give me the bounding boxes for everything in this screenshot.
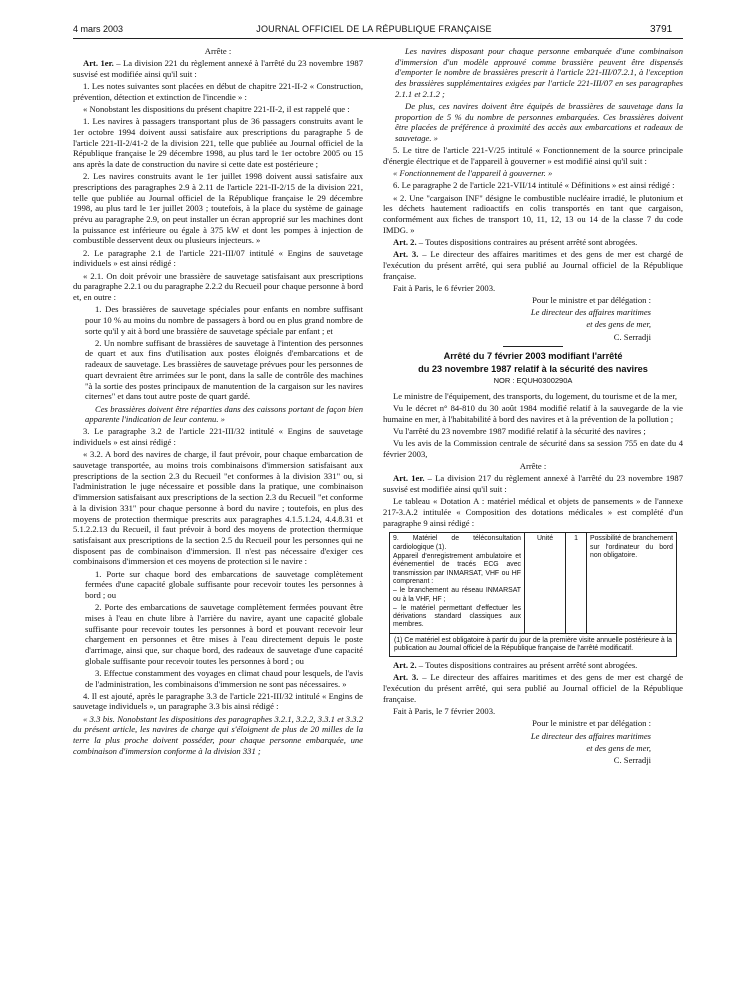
paragraph: 2. Un nombre suffisant de brassières de sauvetage à l'intention des personnes de quart et aux fins d'utilisation aux postes éloignés d'embarcations et de radeaux de sauvetage. Les brassières de sauvetage prévues pour les personnes de quart devraient être arrimées sur le pont, dans la salle de contrôle des machines "à la sortie des postes principaux de manutention de la cargaison sur les navires citernes" et dans tout autre poste de quart gardé. xyxy=(85,337,363,402)
paragraph: Le tableau « Dotation A : matériel médical et objets de pansements » de l'annexe 217-3.A.2 intitulée « Composition des dotations médicales » est complété d'un paragraphe 9 ainsi rédigé : xyxy=(383,496,683,528)
article-1 xyxy=(73,58,363,79)
signature-line: Le directeur des affaires maritimes xyxy=(530,307,651,318)
paragraph: Le ministre de l'équipement, des transports, du logement, du tourisme et de la mer, xyxy=(393,390,678,401)
arrete-heading: Arrête : xyxy=(519,461,547,472)
signature-line: et des gens de mer, xyxy=(586,742,651,753)
signature-line: Pour le ministre et par délégation : xyxy=(532,294,651,305)
item-title: 9. Matériel de téléconsultation cardiologique (1). xyxy=(393,535,521,551)
paragraph: 1. Porte sur chaque bord des embarcations de sauvetage complètement fermées d'une capacité globale suffisante pour recevoir toutes les personnes à bord ; ou xyxy=(85,568,363,600)
article-text: – La division 217 du règlement annexé à l'arrêté du 23 novembre 1987 susvisé est modifiée ainsi qu'il suit : xyxy=(383,473,684,495)
page-header xyxy=(0,20,748,36)
signature-line: Le directeur des affaires maritimes xyxy=(530,730,651,741)
paragraph: 2. Le paragraphe 2.1 de l'article 221-III/07 intitulé « Engins de sauvetage individuels » est ainsi rédigé : xyxy=(73,247,363,269)
paragraph: Vu le décret n° 84-810 du 30 août 1984 modifié relatif à la sauvegarde de la vie humaine en mer, à l'habitabilité à bord des navires et à la prévention de la pollution ; xyxy=(383,403,683,424)
arrete-heading: Arrête : xyxy=(204,46,232,56)
table-cell-unit: Unité xyxy=(525,533,566,633)
paragraph: 2. Porte des embarcations de sauvetage complètement fermées pouvant être mises à l'eau en chute libre à l'arrière du navire, ayant une capacité globale suffisante pour recevoir toutes les personnes à bord et pouvant recevoir leur chargement en personnes et être mises à l'eau directement depuis le poste d'arrimage, ainsi que, sur chaque bord, des radeaux de sauvetage d'une capacité globale suffisante pour recevoir toutes les personnes à bord ; ou xyxy=(85,602,363,666)
article-1 xyxy=(383,473,683,494)
article-text: – Le directeur des affaires maritimes et des gens de mer est chargé de l'exécution du présent arrêté, qui sera publié au Journal officiel de la République française. xyxy=(383,249,684,281)
article-2 xyxy=(383,237,683,248)
article-text: – Toutes dispositions contraires au présent arrêté sont abrogées. xyxy=(416,236,638,247)
header-title: JOURNAL OFFICIEL DE LA RÉPUBLIQUE FRANÇAISE xyxy=(256,24,492,34)
indented-block xyxy=(395,46,683,144)
paragraph: Vu l'arrêté du 23 novembre 1987 modifié relatif à la sécurité des navires ; xyxy=(393,426,646,437)
header-rule xyxy=(73,38,683,39)
paragraph: « 2. Une "cargaison INF" désigne le combustible nucléaire irradié, le plutonium et les déchets hautement radioactifs en colis transportés en tant que cargaison, conformément aux fiches de transport 10, 11, 12, 13 ou 14 de la classe 7 du code IMDG. » xyxy=(383,192,683,235)
paragraph: « 3.2. A bord des navires de charge, il faut prévoir, pour chaque embarcation de sauvetage transportée, au moins trois combinaisons d'immersion satisfaisant aux prescriptions de la section 2.3 du Recueil "et conformes à la division 331" ou, si l'administration le juge nécessaire et possible dans la pratique, une combinaison d'immersion satisfaisant aux prescriptions de la section 2.3 du Recueil "et conforme à la division 331" pour chaque personne à bord du navire ; toutefois, en plus des moyens de protection thermique prescrits aux paragraphes 4.1.5.1.24, 4.4.8.31 et 5.1.2.2.13 du Recueil, il faut prévoir à bord des moyens de protection thermique satisfaisant aux prescriptions de la section 2.5 du Recueil pour les personnes qui ne disposent pas de combinaison d'immersion. Il n'est pas nécessaire d'exiger ces combinaisons d'immersion et ces moyens de protection si le navire : xyxy=(73,449,363,567)
paragraph: 3. Le paragraphe 3.2 de l'article 221-III/32 intitulé « Engins de sauvetage individuels » est ainsi rédigé : xyxy=(73,426,363,448)
paragraph: 1. Les navires à passagers transportant plus de 36 passagers construits avant le 1er octobre 1994 doivent aussi satisfaire aux prescriptions du paragraphe 5 de l'article 221-II-2/41-2 de la division 221, telle que publiée au Journal officiel de la République française le 29 décembre 1998, au plus tard le 1er octobre 2005 ou 15 ans après la date de construction du navire si cette date est postérieure ; xyxy=(73,116,363,170)
dotation-table xyxy=(389,532,677,657)
paragraph: Vu les avis de la Commission centrale de sécurité dans sa session 755 en date du 4 février 2003, xyxy=(383,438,683,459)
paragraph: 4. Il est ajouté, après le paragraphe 3.3 de l'article 221-III/32 intitulé « Engins de sauvetage individuels », un paragraphe 3.3 bis ainsi rédigé : xyxy=(73,690,363,712)
article-3 xyxy=(383,672,683,704)
signature-name: C. Serradji xyxy=(613,754,651,765)
fait-line: Fait à Paris, le 6 février 2003. xyxy=(393,282,496,293)
article-label: Art. 3. xyxy=(393,249,419,260)
paragraph: 3. Effectue constamment des voyages en climat chaud pour lesquels, de l'avis de l'administration, les combinaisons d'immersion ne sont pas nécessaires. » xyxy=(85,667,363,689)
section-separator xyxy=(503,346,563,347)
table-footnote: (1) Ce matériel est obligatoire à partir du jour de la première visite annuelle postérieure à la publication au Journal officiel de la République française de l'arrêté modificatif. xyxy=(390,633,677,657)
item-description: Appareil d'enregistrement ambulatoire et événementiel de tracés ECG avec transmission par INMARSAT, VHF ou HF comprenant : xyxy=(393,553,521,585)
indented-block xyxy=(85,569,363,690)
signature-line: et des gens de mer, xyxy=(586,319,651,330)
article-3 xyxy=(383,249,683,281)
item-bullet: – le branchement au réseau INMARSAT ou à la VHF, HF ; xyxy=(393,587,521,603)
arrete-title: Arrêté du 7 février 2003 modifiant l'arrêté xyxy=(443,351,623,362)
article-text: – Le directeur des affaires maritimes et des gens de mer est chargé de l'exécution du présent arrêté, qui sera publié au Journal officiel de la République française. xyxy=(383,672,684,704)
item-bullet: – le matériel permettant d'effectuer les dérivations standard classiques aux membres. xyxy=(393,604,521,629)
table-row xyxy=(390,633,677,657)
right-column xyxy=(383,46,683,767)
article-label: Art. 2. xyxy=(393,660,417,671)
page-number: 3791 xyxy=(650,24,673,35)
article-label: Art. 1er. xyxy=(83,58,114,69)
article-label: Art. 1er. xyxy=(393,473,425,484)
article-2 xyxy=(383,660,683,671)
fait-line: Fait à Paris, le 7 février 2003. xyxy=(393,706,496,717)
paragraph: Ces brassières doivent être réparties dans des caissons portant de façon bien apparente l'indication de leur contenu. » xyxy=(85,403,363,425)
table-cell-remark: Possibilité de branchement sur l'ordinateur du bord non obligatoire. xyxy=(587,533,677,633)
signature-name: C. Serradji xyxy=(613,331,651,342)
left-column xyxy=(73,46,363,758)
paragraph: « Nonobstant les dispositions du présent chapitre 221-II-2, il est rappelé que : xyxy=(83,104,350,115)
arrete-title: du 23 novembre 1987 relatif à la sécurité des navires xyxy=(418,363,648,374)
nor-reference: NOR : EQUH0300290A xyxy=(493,376,573,386)
header-date: 4 mars 2003 xyxy=(73,24,124,34)
article-text: – La division 221 du règlement annexé à l'arrêté du 23 novembre 1987 susvisé est modifiée ainsi qu'il suit : xyxy=(73,58,364,79)
table-row xyxy=(390,533,677,633)
indented-block xyxy=(85,304,363,425)
article-label: Art. 3. xyxy=(393,672,419,683)
paragraph: Les navires disposant pour chaque personne embarquée d'une combinaison d'immersion d'un modèle approuvé comme brassière peuvent être dispensés d'emporter le nombre de brassières prescrit à l'article 221-III/07.2.1, à l'exception des brassières supplémentaires exigées par l'article 221-III/07 en ses paragraphes 2.1.1 et 2.1.2 ; xyxy=(395,46,683,99)
article-text: – Toutes dispositions contraires au présent arrêté sont abrogées. xyxy=(416,660,638,671)
paragraph: « 2.1. On doit prévoir une brassière de sauvetage satisfaisant aux prescriptions du paragraphe 2.2.1 ou du paragraphe 2.2.2 du Recueil pour chaque personne à bord et, en outre : xyxy=(73,270,363,302)
paragraph: 1. Des brassières de sauvetage spéciales pour enfants en nombre suffisant pour 10 % au moins du nombre de passagers à bord ou en plus grand nombre de sorte qu'il y ait à bord une brassière de sauvetage spéciale par enfant ; et xyxy=(85,304,363,336)
paragraph: « Fonctionnement de l'appareil à gouverner. » xyxy=(393,168,553,179)
paragraph: 2. Les navires construits avant le 1er juillet 1998 doivent aussi satisfaire aux prescriptions des paragraphes 2.9 à 2.11 de l'article 221-II-2/15 de la division 221, telle que publiée au Journal officiel de la République française le 29 décembre 1998, au plus tard le 1er juillet 2003 ; toutefois, à la place du système de gainage prévu au paragraphe 2.9, on peut installer un écran approprié sur les machines dont la puissance est inférieure ou égale à 375 kW et dont les pompes à injection de combustible desservent deux ou plusieurs injecteurs. » xyxy=(73,171,363,246)
table-cell-quantity: 1 xyxy=(566,533,587,633)
paragraph: 5. Le titre de l'article 221-V/25 intitulé « Fonctionnement de la source principale d'énergie électrique et de l'appareil à gouverner » est modifié ainsi qu'il suit : xyxy=(383,145,683,167)
paragraph: 6. Le paragraphe 2 de l'article 221-VII/14 intitulé « Définitions » est ainsi rédigé : xyxy=(393,180,675,191)
table-cell-item xyxy=(390,533,525,633)
paragraph: De plus, ces navires doivent être équipés de brassières de sauvetage dans la proportion de 5 % du nombre de personnes embarquées. Ces brassières doivent être placées de préférence à proximité des accès aux embarcations et radeaux de sauvetage. » xyxy=(395,101,683,144)
article-label: Art. 2. xyxy=(393,236,417,247)
paragraph: « 3.3 bis. Nonobstant les dispositions des paragraphes 3.2.1, 3.2.2, 3.3.1 et 3.3.2 du présent article, les navires de charge qui s'éloignent de plus de 20 milles de la terre la plus proche doivent posséder, pour chaque personne embarquée, une combinaison d'immersion conforme à la division 331 ; xyxy=(73,713,363,756)
signature-line: Pour le ministre et par délégation : xyxy=(532,718,651,729)
paragraph: 1. Les notes suivantes sont placées en début de chapitre 221-II-2 « Construction, prévention, détection et extinction de l'incendie » : xyxy=(73,81,363,102)
